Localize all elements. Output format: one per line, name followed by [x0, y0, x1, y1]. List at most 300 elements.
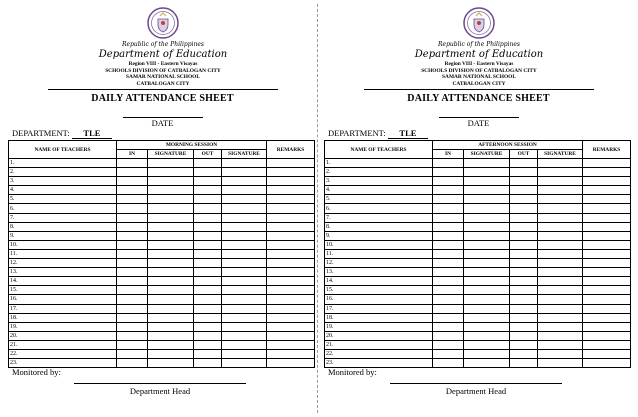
- in-signature-cell[interactable]: [464, 295, 510, 304]
- out-time-cell[interactable]: [510, 349, 538, 358]
- remarks-cell[interactable]: [583, 277, 631, 286]
- out-time-cell[interactable]: [510, 195, 538, 204]
- teacher-name-cell[interactable]: [9, 331, 117, 340]
- in-time-cell[interactable]: [117, 277, 148, 286]
- remarks-cell[interactable]: [267, 304, 315, 313]
- in-signature-cell[interactable]: [148, 177, 194, 186]
- remarks-cell[interactable]: [583, 340, 631, 349]
- out-signature-cell[interactable]: [538, 349, 583, 358]
- in-signature-cell[interactable]: [148, 322, 194, 331]
- in-time-cell[interactable]: [433, 186, 464, 195]
- remarks-cell[interactable]: [583, 331, 631, 340]
- out-time-cell[interactable]: [510, 322, 538, 331]
- out-time-cell[interactable]: [194, 204, 222, 213]
- out-signature-cell[interactable]: [222, 322, 267, 331]
- teacher-name-cell[interactable]: [325, 313, 433, 322]
- out-time-cell[interactable]: [510, 259, 538, 268]
- in-time-cell[interactable]: [433, 286, 464, 295]
- teacher-name-cell[interactable]: [325, 277, 433, 286]
- table-row: [325, 186, 631, 195]
- remarks-cell[interactable]: [583, 249, 631, 258]
- out-time-cell[interactable]: [194, 286, 222, 295]
- in-time-cell[interactable]: [433, 313, 464, 322]
- out-signature-cell[interactable]: [222, 222, 267, 231]
- in-time-cell[interactable]: [117, 186, 148, 195]
- table-row: [9, 286, 315, 295]
- out-time-cell[interactable]: [510, 331, 538, 340]
- teacher-name-cell[interactable]: [9, 186, 117, 195]
- in-time-cell[interactable]: [117, 286, 148, 295]
- in-signature-cell[interactable]: [464, 168, 510, 177]
- out-time-cell[interactable]: [194, 359, 222, 368]
- in-time-cell[interactable]: [117, 322, 148, 331]
- remarks-cell[interactable]: [583, 177, 631, 186]
- teacher-name-cell[interactable]: [325, 159, 433, 168]
- out-signature-cell[interactable]: [538, 168, 583, 177]
- remarks-cell[interactable]: [267, 231, 315, 240]
- out-signature-cell[interactable]: [538, 277, 583, 286]
- in-signature-cell[interactable]: [148, 277, 194, 286]
- in-signature-cell[interactable]: [148, 286, 194, 295]
- in-signature-cell[interactable]: [464, 240, 510, 249]
- signature-line[interactable]: [74, 383, 246, 384]
- in-signature-cell[interactable]: [464, 231, 510, 240]
- remarks-cell[interactable]: [583, 322, 631, 331]
- out-signature-cell[interactable]: [222, 313, 267, 322]
- remarks-cell[interactable]: [583, 359, 631, 368]
- out-time-cell[interactable]: [510, 222, 538, 231]
- out-time-cell[interactable]: [194, 168, 222, 177]
- out-time-cell[interactable]: [510, 277, 538, 286]
- out-signature-cell[interactable]: [222, 177, 267, 186]
- in-time-cell[interactable]: [433, 268, 464, 277]
- out-time-cell[interactable]: [510, 359, 538, 368]
- out-time-cell[interactable]: [194, 177, 222, 186]
- remarks-cell[interactable]: [267, 295, 315, 304]
- in-time-cell[interactable]: [117, 249, 148, 258]
- out-time-cell[interactable]: [510, 177, 538, 186]
- teacher-name-cell[interactable]: [9, 222, 117, 231]
- in-time-cell[interactable]: [433, 295, 464, 304]
- out-signature-cell[interactable]: [538, 195, 583, 204]
- out-time-cell[interactable]: [194, 277, 222, 286]
- out-signature-cell[interactable]: [538, 313, 583, 322]
- out-signature-cell[interactable]: [538, 268, 583, 277]
- remarks-cell[interactable]: [267, 177, 315, 186]
- teacher-name-cell[interactable]: [325, 213, 433, 222]
- out-signature-cell[interactable]: [222, 295, 267, 304]
- remarks-cell[interactable]: [267, 222, 315, 231]
- in-time-cell[interactable]: [117, 331, 148, 340]
- teacher-name-cell[interactable]: [9, 177, 117, 186]
- in-signature-cell[interactable]: [148, 222, 194, 231]
- morning-attendance-table: [8, 140, 315, 368]
- letterhead-rule: [364, 89, 594, 90]
- remarks-cell[interactable]: [267, 195, 315, 204]
- in-time-cell[interactable]: [433, 249, 464, 258]
- in-time-cell[interactable]: [433, 195, 464, 204]
- afternoon-attendance-table: [324, 140, 631, 368]
- out-signature-cell[interactable]: [538, 304, 583, 313]
- out-signature-cell[interactable]: [538, 213, 583, 222]
- out-time-cell[interactable]: [510, 231, 538, 240]
- row-number: 7.: [10, 214, 15, 221]
- out-signature-cell[interactable]: [538, 240, 583, 249]
- in-time-cell[interactable]: [433, 240, 464, 249]
- out-time-cell[interactable]: [194, 313, 222, 322]
- teacher-name-cell[interactable]: [325, 331, 433, 340]
- out-signature-cell[interactable]: [538, 359, 583, 368]
- in-signature-cell[interactable]: [464, 313, 510, 322]
- out-signature-cell[interactable]: [538, 222, 583, 231]
- in-signature-cell[interactable]: [148, 259, 194, 268]
- in-signature-cell[interactable]: [148, 231, 194, 240]
- out-time-cell[interactable]: [510, 340, 538, 349]
- in-time-cell[interactable]: [117, 359, 148, 368]
- teacher-name-cell[interactable]: [9, 304, 117, 313]
- out-time-cell[interactable]: [510, 304, 538, 313]
- in-time-cell[interactable]: [117, 259, 148, 268]
- teacher-name-cell[interactable]: [9, 295, 117, 304]
- in-time-cell[interactable]: [117, 222, 148, 231]
- teacher-name-cell[interactable]: [325, 177, 433, 186]
- out-time-cell[interactable]: [510, 286, 538, 295]
- remarks-cell[interactable]: [583, 304, 631, 313]
- in-signature-cell[interactable]: [148, 204, 194, 213]
- in-column-header: IN: [117, 150, 148, 159]
- remarks-cell[interactable]: [583, 222, 631, 231]
- department-label: DEPARTMENT:: [328, 128, 386, 138]
- out-signature-cell[interactable]: [222, 204, 267, 213]
- in-time-cell[interactable]: [433, 231, 464, 240]
- out-time-cell[interactable]: [510, 213, 538, 222]
- in-time-cell[interactable]: [117, 231, 148, 240]
- remarks-cell[interactable]: [267, 249, 315, 258]
- teacher-name-cell[interactable]: [325, 222, 433, 231]
- out-time-cell[interactable]: [194, 322, 222, 331]
- in-time-cell[interactable]: [433, 168, 464, 177]
- in-signature-cell[interactable]: [148, 159, 194, 168]
- in-signature-cell[interactable]: [464, 340, 510, 349]
- afternoon-session-header: AFTERNOON SESSION: [433, 141, 583, 150]
- in-signature-cell[interactable]: [148, 168, 194, 177]
- in-time-cell[interactable]: [117, 268, 148, 277]
- teacher-name-cell[interactable]: [325, 295, 433, 304]
- remarks-cell[interactable]: [267, 168, 315, 177]
- out-time-cell[interactable]: [194, 186, 222, 195]
- out-signature-cell[interactable]: [222, 286, 267, 295]
- in-time-cell[interactable]: [117, 168, 148, 177]
- in-time-cell[interactable]: [117, 313, 148, 322]
- out-signature-cell[interactable]: [222, 186, 267, 195]
- out-time-cell[interactable]: [194, 349, 222, 358]
- table-row: [9, 231, 315, 240]
- in-signature-cell[interactable]: [148, 186, 194, 195]
- out-signature-cell[interactable]: [538, 177, 583, 186]
- out-time-cell[interactable]: [510, 313, 538, 322]
- remarks-cell[interactable]: [583, 168, 631, 177]
- division-text: SCHOOLS DIVISION OF CATBALOGAN CITY: [105, 67, 221, 74]
- teacher-name-cell[interactable]: [325, 231, 433, 240]
- teacher-name-cell[interactable]: [325, 349, 433, 358]
- in-signature-cell[interactable]: [148, 249, 194, 258]
- table-row: [325, 340, 631, 349]
- teacher-name-cell[interactable]: [325, 240, 433, 249]
- teacher-name-cell[interactable]: [9, 322, 117, 331]
- remarks-cell[interactable]: [583, 259, 631, 268]
- remarks-cell[interactable]: [583, 240, 631, 249]
- out-signature-column-header: SIGNATURE: [538, 150, 583, 159]
- out-time-cell[interactable]: [510, 295, 538, 304]
- out-signature-cell[interactable]: [222, 349, 267, 358]
- in-time-cell[interactable]: [117, 204, 148, 213]
- out-time-cell[interactable]: [510, 186, 538, 195]
- in-signature-cell[interactable]: [464, 268, 510, 277]
- in-signature-cell[interactable]: [464, 331, 510, 340]
- in-signature-cell[interactable]: [148, 359, 194, 368]
- remarks-cell[interactable]: [267, 322, 315, 331]
- in-signature-cell[interactable]: [148, 331, 194, 340]
- teacher-name-cell[interactable]: [9, 213, 117, 222]
- out-time-cell[interactable]: [194, 259, 222, 268]
- date-label: DATE: [467, 118, 490, 128]
- in-signature-cell[interactable]: [148, 304, 194, 313]
- teacher-name-cell[interactable]: [9, 340, 117, 349]
- out-signature-cell[interactable]: [538, 331, 583, 340]
- in-time-cell[interactable]: [433, 159, 464, 168]
- teacher-name-cell[interactable]: [325, 186, 433, 195]
- teacher-name-cell[interactable]: [9, 277, 117, 286]
- out-time-cell[interactable]: [194, 268, 222, 277]
- remarks-cell[interactable]: [267, 186, 315, 195]
- in-time-cell[interactable]: [117, 177, 148, 186]
- in-signature-cell[interactable]: [148, 340, 194, 349]
- out-signature-cell[interactable]: [538, 231, 583, 240]
- remarks-cell[interactable]: [583, 213, 631, 222]
- out-signature-cell[interactable]: [222, 168, 267, 177]
- in-time-cell[interactable]: [117, 340, 148, 349]
- table-row: [9, 186, 315, 195]
- in-signature-cell[interactable]: [464, 177, 510, 186]
- out-time-cell[interactable]: [194, 240, 222, 249]
- remarks-cell[interactable]: [583, 286, 631, 295]
- out-time-cell[interactable]: [194, 195, 222, 204]
- remarks-cell[interactable]: [267, 313, 315, 322]
- teacher-name-cell[interactable]: [9, 168, 117, 177]
- in-time-cell[interactable]: [433, 359, 464, 368]
- teacher-name-cell[interactable]: [9, 195, 117, 204]
- letterhead: [364, 41, 594, 87]
- in-signature-cell[interactable]: [464, 186, 510, 195]
- teacher-name-cell[interactable]: [325, 268, 433, 277]
- row-number: 4.: [10, 187, 15, 194]
- in-signature-cell[interactable]: [464, 159, 510, 168]
- in-time-cell[interactable]: [433, 277, 464, 286]
- out-time-cell[interactable]: [194, 331, 222, 340]
- remarks-cell[interactable]: [583, 295, 631, 304]
- in-time-cell[interactable]: [117, 349, 148, 358]
- in-signature-cell[interactable]: [464, 304, 510, 313]
- in-time-cell[interactable]: [117, 295, 148, 304]
- out-signature-cell[interactable]: [222, 259, 267, 268]
- in-signature-cell[interactable]: [148, 240, 194, 249]
- in-time-cell[interactable]: [433, 222, 464, 231]
- teacher-name-cell[interactable]: [325, 195, 433, 204]
- in-signature-cell[interactable]: [464, 249, 510, 258]
- remarks-cell[interactable]: [267, 340, 315, 349]
- teacher-name-cell[interactable]: [9, 349, 117, 358]
- remarks-cell[interactable]: [583, 195, 631, 204]
- teacher-name-cell[interactable]: [9, 313, 117, 322]
- in-time-cell[interactable]: [117, 213, 148, 222]
- in-signature-cell[interactable]: [464, 277, 510, 286]
- teacher-name-cell[interactable]: [325, 340, 433, 349]
- out-time-cell[interactable]: [510, 204, 538, 213]
- out-signature-cell[interactable]: [222, 231, 267, 240]
- teacher-name-cell[interactable]: [9, 240, 117, 249]
- out-signature-cell[interactable]: [538, 259, 583, 268]
- in-time-cell[interactable]: [117, 240, 148, 249]
- out-signature-cell[interactable]: [538, 340, 583, 349]
- teacher-name-cell[interactable]: [325, 249, 433, 258]
- in-time-cell[interactable]: [433, 322, 464, 331]
- teacher-name-cell[interactable]: [325, 168, 433, 177]
- row-number: 6.: [10, 205, 15, 212]
- in-time-cell[interactable]: [433, 349, 464, 358]
- out-signature-cell[interactable]: [222, 359, 267, 368]
- teacher-name-cell[interactable]: [325, 304, 433, 313]
- remarks-cell[interactable]: [583, 313, 631, 322]
- table-row: [325, 195, 631, 204]
- out-time-cell[interactable]: [194, 295, 222, 304]
- out-time-cell[interactable]: [510, 249, 538, 258]
- in-signature-cell[interactable]: [464, 213, 510, 222]
- out-signature-cell[interactable]: [538, 286, 583, 295]
- remarks-cell[interactable]: [583, 159, 631, 168]
- in-signature-cell[interactable]: [464, 259, 510, 268]
- in-signature-cell[interactable]: [148, 295, 194, 304]
- out-signature-cell[interactable]: [222, 195, 267, 204]
- remarks-cell[interactable]: [267, 331, 315, 340]
- teacher-name-cell[interactable]: [325, 322, 433, 331]
- out-signature-cell[interactable]: [222, 277, 267, 286]
- teacher-name-cell[interactable]: [9, 204, 117, 213]
- in-time-cell[interactable]: [433, 259, 464, 268]
- teacher-name-cell[interactable]: [325, 259, 433, 268]
- in-time-cell[interactable]: [433, 304, 464, 313]
- out-signature-cell[interactable]: [222, 331, 267, 340]
- remarks-cell[interactable]: [267, 277, 315, 286]
- in-signature-cell[interactable]: [148, 213, 194, 222]
- out-signature-cell[interactable]: [222, 304, 267, 313]
- in-signature-cell[interactable]: [464, 222, 510, 231]
- out-signature-cell[interactable]: [538, 204, 583, 213]
- teacher-name-cell[interactable]: [9, 259, 117, 268]
- in-time-cell[interactable]: [117, 159, 148, 168]
- row-number: 17.: [10, 305, 18, 312]
- teacher-name-cell[interactable]: [9, 231, 117, 240]
- out-time-cell[interactable]: [194, 231, 222, 240]
- department-of-education-text: Department of Education: [98, 49, 228, 60]
- remarks-cell[interactable]: [583, 349, 631, 358]
- remarks-cell[interactable]: [267, 359, 315, 368]
- out-time-cell[interactable]: [194, 159, 222, 168]
- teacher-name-cell[interactable]: [9, 249, 117, 258]
- signature-line[interactable]: [390, 383, 562, 384]
- remarks-cell[interactable]: [583, 204, 631, 213]
- out-signature-cell[interactable]: [222, 249, 267, 258]
- out-time-cell[interactable]: [194, 304, 222, 313]
- teacher-name-cell[interactable]: [9, 159, 117, 168]
- in-time-cell[interactable]: [433, 331, 464, 340]
- in-signature-cell[interactable]: [464, 195, 510, 204]
- out-signature-cell[interactable]: [538, 295, 583, 304]
- in-signature-cell[interactable]: [464, 322, 510, 331]
- row-number: 12.: [10, 260, 18, 267]
- in-signature-cell[interactable]: [148, 313, 194, 322]
- in-signature-cell[interactable]: [464, 359, 510, 368]
- teacher-name-cell[interactable]: [325, 204, 433, 213]
- out-time-cell[interactable]: [194, 340, 222, 349]
- in-time-cell[interactable]: [433, 340, 464, 349]
- in-time-cell[interactable]: [117, 195, 148, 204]
- remarks-cell[interactable]: [267, 240, 315, 249]
- out-time-cell[interactable]: [194, 213, 222, 222]
- out-signature-cell[interactable]: [538, 322, 583, 331]
- out-time-cell[interactable]: [510, 168, 538, 177]
- remarks-cell[interactable]: [267, 286, 315, 295]
- out-signature-cell[interactable]: [222, 340, 267, 349]
- department-row: [328, 128, 428, 139]
- in-time-cell[interactable]: [433, 177, 464, 186]
- teacher-name-cell[interactable]: [9, 286, 117, 295]
- remarks-cell[interactable]: [267, 268, 315, 277]
- remarks-cell[interactable]: [267, 349, 315, 358]
- out-time-cell[interactable]: [510, 240, 538, 249]
- out-signature-cell[interactable]: [538, 249, 583, 258]
- in-signature-cell[interactable]: [148, 195, 194, 204]
- out-signature-cell[interactable]: [538, 159, 583, 168]
- remarks-cell[interactable]: [267, 213, 315, 222]
- out-time-cell[interactable]: [510, 159, 538, 168]
- in-time-cell[interactable]: [433, 204, 464, 213]
- teacher-name-cell[interactable]: [9, 268, 117, 277]
- remarks-cell[interactable]: [583, 268, 631, 277]
- out-signature-cell[interactable]: [538, 186, 583, 195]
- remarks-cell[interactable]: [583, 186, 631, 195]
- out-time-cell[interactable]: [194, 222, 222, 231]
- in-time-cell[interactable]: [117, 304, 148, 313]
- out-signature-cell[interactable]: [222, 159, 267, 168]
- in-signature-cell[interactable]: [464, 349, 510, 358]
- remarks-cell[interactable]: [583, 231, 631, 240]
- out-signature-cell[interactable]: [222, 213, 267, 222]
- in-time-cell[interactable]: [433, 213, 464, 222]
- remarks-cell[interactable]: [267, 259, 315, 268]
- out-time-cell[interactable]: [194, 249, 222, 258]
- out-time-cell[interactable]: [510, 268, 538, 277]
- out-signature-cell[interactable]: [222, 268, 267, 277]
- in-signature-cell[interactable]: [464, 204, 510, 213]
- remarks-cell[interactable]: [267, 204, 315, 213]
- in-signature-cell[interactable]: [464, 286, 510, 295]
- out-signature-cell[interactable]: [222, 240, 267, 249]
- in-signature-cell[interactable]: [148, 349, 194, 358]
- table-row: [325, 313, 631, 322]
- in-signature-cell[interactable]: [148, 268, 194, 277]
- remarks-cell[interactable]: [267, 159, 315, 168]
- teacher-name-cell[interactable]: [325, 286, 433, 295]
